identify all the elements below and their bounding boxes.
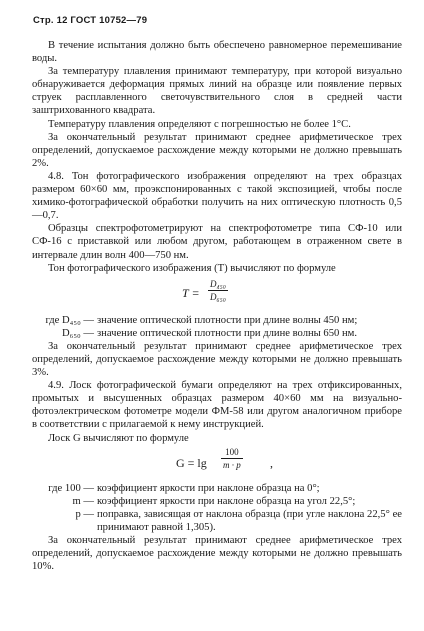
definition-item: [32, 508, 402, 534]
paragraph-tone-formula-intro: Тон фотографического изображения (T) вычисляют по формуле: [48, 262, 336, 274]
definition-term: D₆₅₀ —: [62, 327, 94, 339]
definition-term: где 100 —: [48, 482, 94, 494]
definition-item: [32, 314, 402, 327]
tone-formula: [32, 277, 402, 313]
definition-text: поправка, зависящая от наклона образца (при угле наклона 22,5° ее принимают равной 1,305).: [97, 508, 402, 533]
tone-formula-definitions: [32, 314, 402, 340]
paragraph-stirring: В течение испытания должно быть обеспечено равномерное перемешивание воды.: [32, 40, 402, 65]
tone-formula-denominator: D₆₅₀: [210, 291, 226, 302]
page-header: Стр. 12 ГОСТ 10752—79: [33, 15, 148, 26]
page-content: [32, 39, 402, 573]
definition-term: где D₄₅₀ —: [45, 314, 94, 326]
definition-item: [32, 482, 402, 495]
gloss-formula-definitions: [32, 482, 402, 534]
paragraph-spectrophotometer: Образцы спектрофотометрируют на спектрофотометре типа СФ-10 или СФ-16 с приставкой или любом другом, работающем в отраженном свете в интервале длин волн 400—750 нм.: [32, 223, 402, 261]
paragraph-section-4-8: 4.8. Тон фотографического изображения определяют на трех образцах размером 60×60 мм, проэкспонированных с такой экспозицией, чтобы после химико-фотографической обработки получить на них оптическую плотность 0,5—0,7.: [32, 170, 402, 222]
definition-item: [32, 327, 402, 340]
gloss-formula-lhs: G = lg: [176, 455, 207, 470]
paragraph-result-3-percent: За окончательный результат принимают среднее арифметическое трех определений, допускаемое расхождение между которыми не должно превышать 3%.: [32, 340, 402, 379]
gloss-formula-denominator: m · p: [223, 459, 241, 470]
paragraph-result-2-percent: За окончательный результат принимают среднее арифметическое трех определений, допускаемое расхождение между которыми не должно превышать 2%.: [32, 131, 402, 169]
tone-formula-numerator: D₄₅₀: [210, 278, 226, 289]
paragraph-result-10-percent: За окончательный результат принимают среднее арифметическое трех определений, допускаемое расхождение между которыми не должно превышать 10%.: [32, 535, 402, 573]
gloss-formula-fraction: [221, 447, 243, 471]
paragraph-melting-definition: За температуру плавления принимают температуру, при которой визуально обнаруживается деформация прямых линий на образце или появление первых струек расплавленного светочувствительного слоя в средней части заштрихованного квадрата.: [32, 66, 402, 117]
paragraph-gloss-formula-intro: Лоск G вычисляют по формуле: [48, 432, 189, 444]
definition-text: коэффициент яркости при наклоне образца на угол 22,5°;: [97, 495, 356, 507]
definition-text: коэффициент яркости при наклоне образца на 0°;: [97, 482, 320, 494]
definition-term: m —: [72, 495, 94, 507]
definition-text: значение оптической плотности при длине волны 450 нм;: [97, 314, 358, 326]
paragraph-section-4-9: 4.9. Лоск фотографической бумаги определяют на трех отфиксированных, промытых и высушенных образцах размером 40×60 мм на визуально-фотоэлектрическом фотометре модели ФМ-58 или другом аналогичном приборе в соответствии с прилагаемой к нему инструкцией.: [32, 380, 402, 431]
paragraph-melting-precision: Температуру плавления определяют с погрешностью не более 1°С.: [48, 118, 351, 130]
tone-formula-fraction: [208, 279, 228, 303]
gloss-formula-comma: ,: [270, 455, 273, 470]
definition-text: значение оптической плотности при длине волны 650 нм.: [97, 327, 357, 339]
tone-formula-lhs: T =: [182, 285, 200, 300]
definition-term: p —: [75, 508, 94, 520]
gloss-formula-numerator: 100: [225, 446, 239, 457]
definition-item: [32, 495, 402, 508]
gloss-formula: [32, 446, 402, 480]
